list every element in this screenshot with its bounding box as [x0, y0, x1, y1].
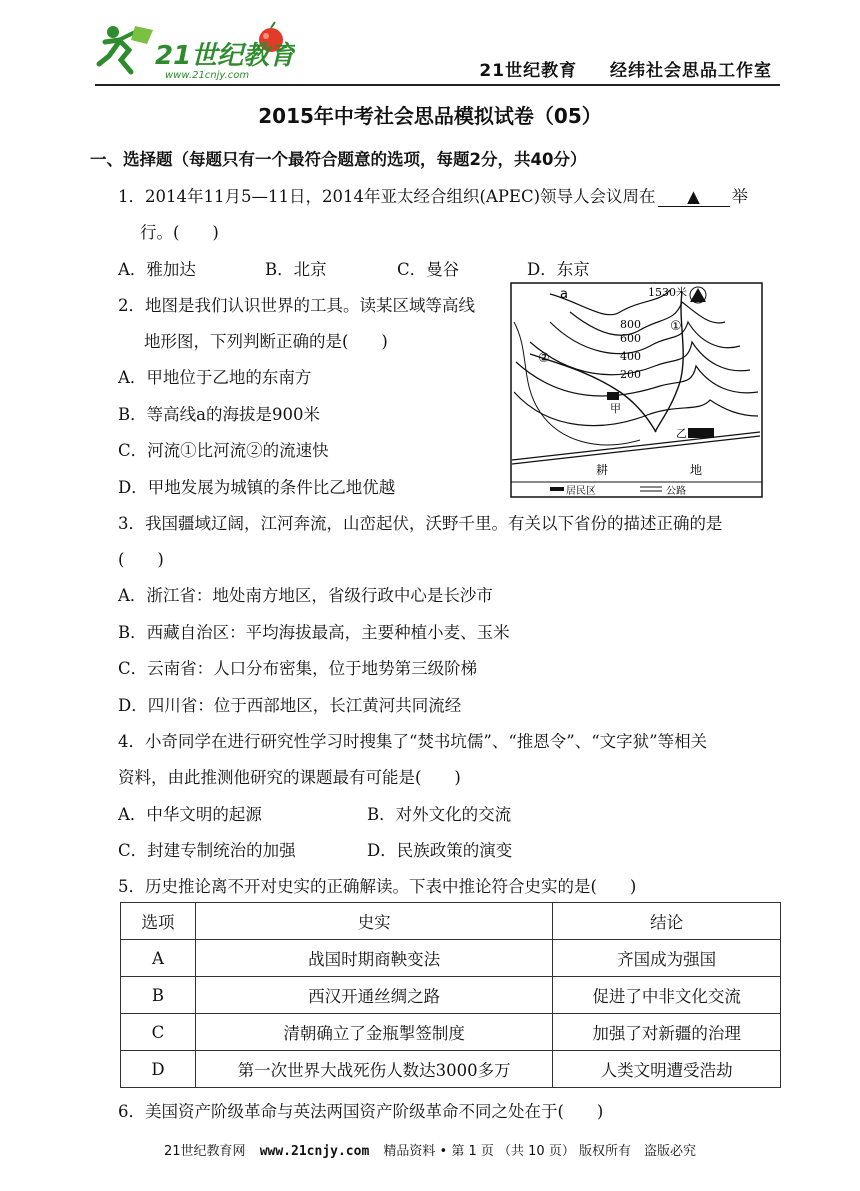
- q3-option-c: C．云南省：人口分布密集，位于地势第三级阶梯: [118, 659, 478, 678]
- table-header-cell: 史实: [195, 903, 552, 940]
- table-cell: 西汉开通丝绸之路: [195, 977, 552, 1014]
- q5-line1: 5．历史推论离不开对史实的正确解读。下表中推论符合史实的是( ): [118, 877, 637, 896]
- q4-option-c: C．封建专制统治的加强: [118, 841, 296, 860]
- logo-text: 21世纪教育: [155, 41, 295, 71]
- q1-line2: 行。( ): [140, 223, 219, 242]
- q1-blank: ▲: [658, 187, 730, 207]
- logo-url-text: www.21cnjy.com: [165, 70, 250, 81]
- map-frame: [511, 283, 762, 497]
- table-cell: 第一次世界大战死伤人数达3000多万: [195, 1051, 552, 1088]
- table-row: [121, 940, 781, 977]
- q3-option-d: D．四川省：位于西部地区，长江黄河共同流经: [118, 696, 462, 715]
- footer-info: 精品资料 • 第 1 页 （共 10 页） 版权所有 盗版必究: [383, 1144, 696, 1159]
- table-header-cell: 选项: [121, 903, 196, 940]
- page-footer: [0, 1140, 860, 1159]
- q4-line1: 4．小奇同学在进行研究性学习时搜集了“焚书坑儒”、“推恩令”、“文字狱”等相关: [118, 732, 708, 751]
- q1-option-c: C．曼谷: [397, 260, 460, 279]
- map-label-600: 600: [620, 332, 641, 345]
- contour-map: [510, 282, 763, 498]
- q1-text: 1．2014年11月5—11日，2014年亚太经合组织(APEC)领导人会议周在: [118, 187, 656, 206]
- q3-line1: 3．我国疆域辽阔，江河奔流，山峦起伏，沃野千里。有关以下省份的描述正确的是: [118, 514, 723, 533]
- q1-text-end: 举: [731, 187, 749, 206]
- q2-option-a: A．甲地位于乙地的东南方: [118, 368, 312, 387]
- legend-residential-label: 居民区: [566, 486, 596, 497]
- map-label-200: 200: [620, 368, 641, 381]
- table-row: [121, 1014, 781, 1051]
- section-heading: 一、选择题（每题只有一个最符合题意的选项，每题2分，共40分）: [90, 150, 587, 169]
- q2-option-d: D．甲地发展为城镇的条件比乙地优越: [118, 478, 396, 497]
- q4-option-b: B．对外文化的交流: [367, 805, 512, 824]
- legend-residential-swatch: [550, 487, 564, 491]
- table-cell: 加强了对新疆的治理: [553, 1014, 781, 1051]
- page-header: [95, 20, 780, 86]
- q3-option-a: A．浙江省：地处南方地区，省级行政中心是长沙市: [118, 586, 493, 605]
- footer-url[interactable]: www.21cnjy.com: [259, 1144, 370, 1159]
- q3-line2: ( ): [118, 550, 164, 569]
- map-label-800: 800: [620, 318, 641, 331]
- table-cell: 战国时期商鞅变法: [195, 940, 552, 977]
- footer-site: 21世纪教育网: [164, 1144, 246, 1159]
- q1-option-d: D．东京: [527, 260, 590, 279]
- q4-option-d: D．民族政策的演变: [367, 841, 513, 860]
- map-label-yi: 乙: [676, 427, 687, 440]
- table-row: [121, 1051, 781, 1088]
- q5-table: [120, 902, 781, 1088]
- table-header-cell: 结论: [553, 903, 781, 940]
- map-label-a: a: [560, 287, 568, 302]
- table-cell: 促进了中非文化交流: [553, 977, 781, 1014]
- table-row: [121, 977, 781, 1014]
- map-label-400: 400: [620, 350, 641, 363]
- header-right: [453, 56, 772, 81]
- table-cell: 人类文明遭受浩劫: [553, 1051, 781, 1088]
- table-cell: C: [121, 1014, 196, 1051]
- table-cell: B: [121, 977, 196, 1014]
- q6-line1: 6．美国资产阶级革命与英法两国资产阶级革命不同之处在于( ): [118, 1102, 604, 1121]
- table-cell: A: [121, 940, 196, 977]
- table-cell: D: [121, 1051, 196, 1088]
- table-cell: 齐国成为强国: [553, 940, 781, 977]
- q3-option-b: B．西藏自治区：平均海拔最高，主要种植小麦、玉米: [118, 623, 510, 642]
- q2-line1: 2．地图是我们认识世界的工具。读某区域等高线: [118, 296, 475, 315]
- table-cell: 清朝确立了金瓶掣签制度: [195, 1014, 552, 1051]
- q2-line2: 地形图，下列判断正确的是( ): [144, 332, 388, 351]
- map-label-river1: ①: [670, 319, 682, 334]
- q1-option-b: B．北京: [265, 260, 327, 279]
- logo-21cnjy: [95, 20, 295, 82]
- page-title: 2015年中考社会思品模拟试卷（05）: [258, 104, 602, 128]
- header-studio: 经纬社会思品工作室: [610, 61, 772, 81]
- q2-option-c: C．河流①比河流②的流速快: [118, 441, 329, 460]
- legend-road-label: 公路: [666, 486, 686, 497]
- q1-option-a: A．雅加达: [118, 260, 196, 279]
- jia-residential: [607, 392, 619, 400]
- map-label-river2: ②: [538, 351, 550, 366]
- yi-residential: [688, 428, 714, 438]
- q4-line2: 资料，由此推测他研究的课题最有可能是( ): [118, 768, 461, 787]
- table-header-row: [121, 903, 781, 940]
- map-label-peak: 1530米: [648, 286, 687, 299]
- header-org: 21世纪教育: [479, 61, 578, 81]
- map-label-farmland-1: 耕: [596, 463, 609, 477]
- map-label-farmland-2: 地: [690, 463, 703, 477]
- q4-option-a: A．中华文明的起源: [118, 805, 262, 824]
- q1-line1: [118, 183, 748, 207]
- q2-option-b: B．等高线a的海拔是900米: [118, 405, 320, 424]
- map-label-jia: 甲: [610, 402, 621, 415]
